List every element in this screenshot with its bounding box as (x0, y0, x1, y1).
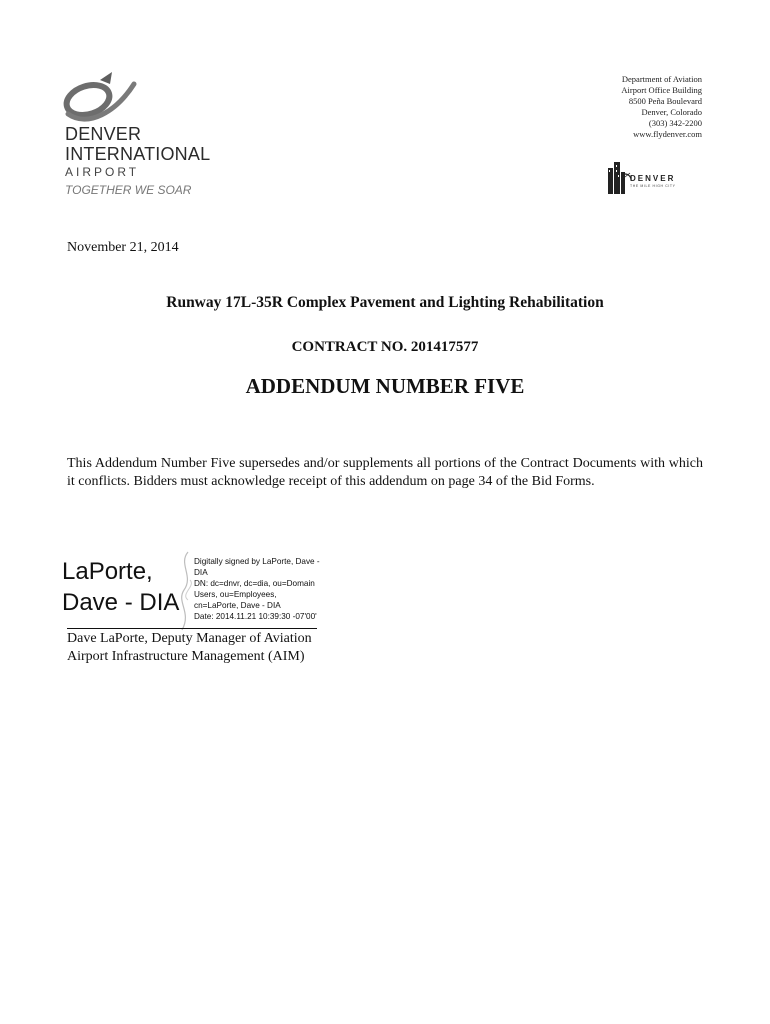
signature-details (194, 556, 334, 622)
signature-detail-line: DN: dc=dnvr, dc=dia, ou=Domain (194, 579, 315, 588)
signature-detail-line: cn=LaPorte, Dave - DIA (194, 601, 281, 610)
address-block (621, 74, 702, 140)
city-skyline-icon (608, 162, 632, 194)
city-logo (608, 162, 708, 196)
signature-detail-line: DIA (194, 568, 208, 577)
address-line: Airport Office Building (621, 85, 702, 95)
addendum-title: ADDENDUM NUMBER FIVE (245, 374, 525, 398)
city-logo-name: DENVER (630, 174, 676, 183)
signature-detail-line: Users, ou=Employees, (194, 590, 277, 599)
airport-logo-line1: DENVER (65, 124, 142, 144)
airport-logo-tagline: TOGETHER WE SOAR (65, 183, 192, 197)
signature-detail-line: Date: 2014.11.21 10:39:30 -07'00' (194, 612, 317, 621)
airport-logo-swirl-icon (60, 70, 140, 130)
signature-detail-line: Digitally signed by LaPorte, Dave - (194, 557, 320, 566)
address-line: www.flydenver.com (633, 129, 702, 139)
project-title: Runway 17L-35R Complex Pavement and Lighting Rehabilitation (166, 294, 604, 311)
address-line: Denver, Colorado (641, 107, 702, 117)
airport-logo-line2: INTERNATIONAL (65, 144, 211, 164)
contract-number: CONTRACT NO. 201417577 (291, 339, 479, 355)
addendum-body-text: This Addendum Number Five supersedes and/or supplements all portions of the Contract Documents with which it conflicts. Bidders must acknowledge receipt of this addendum on page 34 of the Bid Forms. (67, 456, 703, 489)
document-date: November 21, 2014 (67, 240, 179, 255)
signer-department: Airport Infrastructure Management (AIM) (67, 649, 305, 664)
signature-name-line1: LaPorte, (62, 558, 153, 585)
address-line: 8500 Peña Boulevard (628, 96, 702, 106)
signer-name: Dave LaPorte, Deputy Manager of Aviation (67, 631, 312, 646)
address-line: (303) 342-2200 (648, 118, 702, 128)
signature-name-line2: Dave - DIA (62, 589, 180, 616)
address-line: Department of Aviation (621, 74, 702, 84)
signature-name (62, 556, 187, 618)
city-logo-subtitle: THE MILE HIGH CITY (630, 184, 676, 188)
signature-line (67, 628, 317, 629)
airport-logo-line3: AIRPORT (65, 165, 140, 179)
